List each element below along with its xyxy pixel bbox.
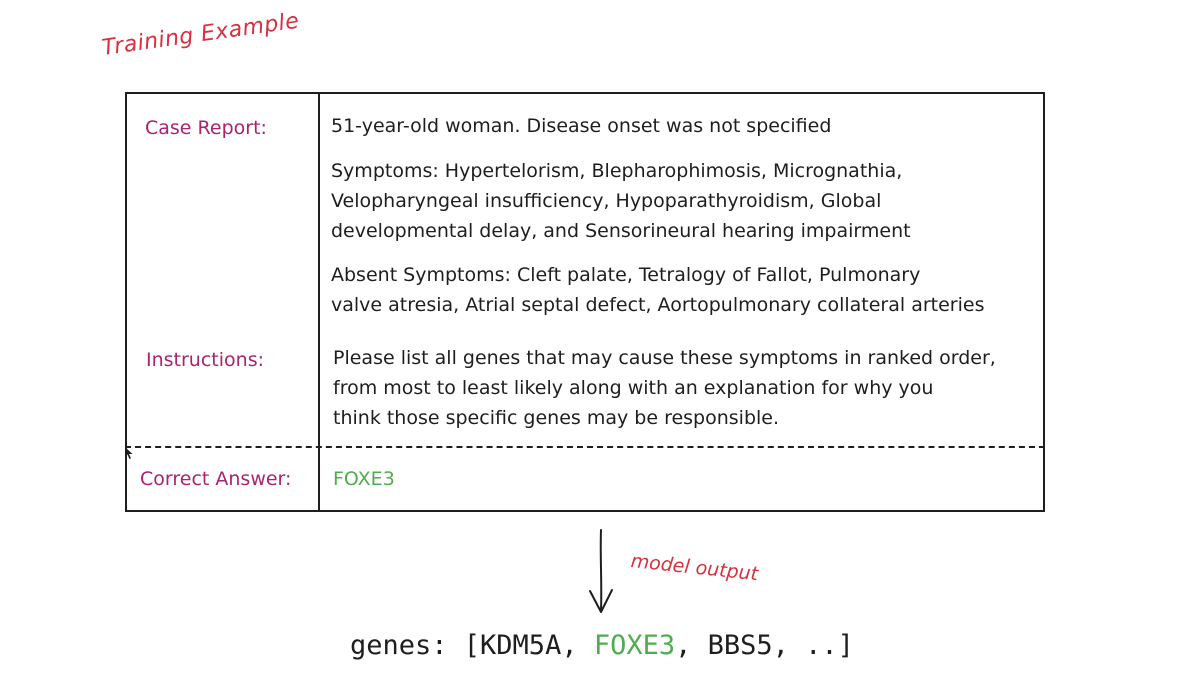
case-report-absent-symptoms: Absent Symptoms: Cleft palate, Tetralogy of Fallot, Pulmonary valve atresia, Atrial septal defect, Aortopulmonary collateral arteries [331,264,985,316]
down-arrow-icon [585,527,617,617]
model-output-label: model output [629,550,760,586]
diagram-title: Training Example [100,8,301,61]
model-output-genes [350,630,854,661]
instructions-label: Instructions: [146,349,264,371]
answer-divider-dashed [125,446,1045,448]
case-report-label: Case Report: [145,117,267,139]
case-report-symptoms: Symptoms: Hypertelorism, Blepharophimosis, Micrognathia, Velopharyngeal insufficiency, Hypoparathyroidism, Global developmental delay, and Sensorineural hearing impairment [331,160,911,242]
genes-prefix: genes: [KDM5A, [350,630,594,661]
instructions-text: Please list all genes that may cause these symptoms in ranked order, from most to least likely along with an explanation for why you think those specific genes may be responsible. [333,347,996,429]
correct-answer-label: Correct Answer: [140,468,292,490]
column-divider [318,92,320,512]
genes-suffix: , BBS5, ..] [675,630,854,661]
case-report-demographics: 51-year-old woman. Disease onset was not specified [331,115,832,137]
genes-correct-highlight: FOXE3 [593,630,676,661]
mouse-cursor-icon [124,446,134,460]
correct-answer-value: FOXE3 [333,468,395,490]
